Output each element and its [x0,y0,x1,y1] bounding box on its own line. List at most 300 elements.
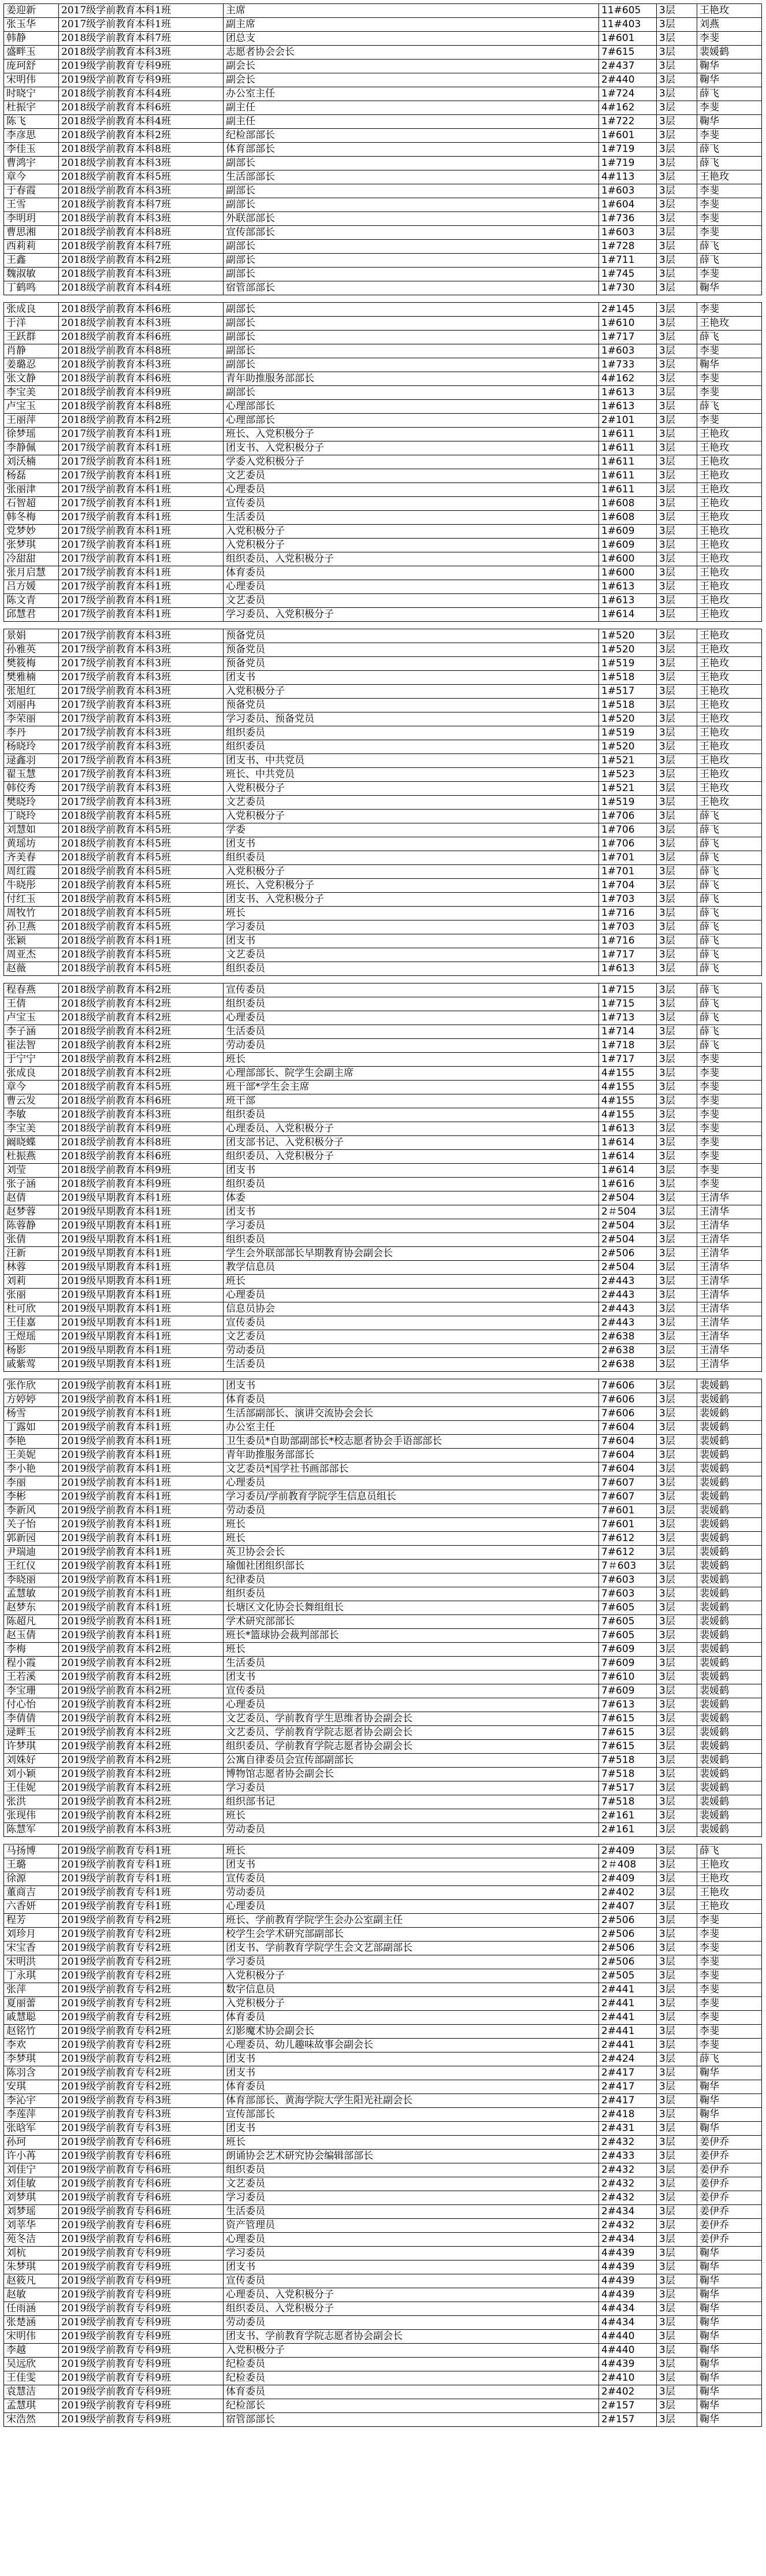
dorm-room-cell: 1#608 [599,511,657,525]
position-cell: 劳动委员 [224,1504,599,1518]
section-gap-row [4,622,762,629]
position-cell: 体育委员 [224,566,599,580]
class-cell: 2019级学前教育专科9班 [59,60,224,73]
dorm-room-cell: 4#439 [599,2288,657,2302]
class-cell: 2019级学前教育专科1班 [59,1886,224,1900]
student-name-cell: 张旭红 [4,685,59,699]
table-row [4,2233,762,2247]
student-name-cell: 李梦琪 [4,2052,59,2066]
dorm-room-cell: 2#424 [599,2052,657,2066]
class-cell: 2019级早期教育本科1班 [59,1233,224,1247]
dorm-room-cell: 1#614 [599,1150,657,1164]
position-cell: 组织委员 [224,851,599,865]
counselor-cell: 李斐 [697,2011,762,2025]
counselor-cell: 薛飞 [697,907,762,920]
position-cell: 文艺委员、学前教育学院志愿者协会副会长 [224,1726,599,1740]
student-name-cell: 李敏 [4,1108,59,1122]
position-cell: 宣传部部长 [224,226,599,240]
position-cell: 班长 [224,1844,599,1858]
dorm-room-cell: 2#441 [599,1983,657,1997]
dorm-room-cell: 1#608 [599,497,657,511]
dorm-room-cell: 1#713 [599,1011,657,1025]
dorm-room-cell: 1#717 [599,331,657,344]
position-cell: 劳动委员 [224,1886,599,1900]
floor-cell: 3层 [657,1379,697,1393]
class-cell: 2019级学前教育本科2班 [59,1657,224,1671]
position-cell: 预备党员 [224,643,599,657]
dorm-room-cell: 2＃408 [599,1858,657,1872]
dorm-room-cell: 7#612 [599,1532,657,1546]
class-cell: 2017级学前教育本科1班 [59,428,224,441]
table-row [4,1698,762,1712]
counselor-cell: 鞠华 [697,2122,762,2136]
student-name-cell: 张洪 [4,1795,59,1809]
table-row [4,580,762,594]
floor-cell: 3层 [657,1823,697,1837]
counselor-cell: 鞠华 [697,2344,762,2358]
table-row [4,2163,762,2177]
student-name-cell: 吴远欣 [4,2358,59,2371]
position-cell: 心理部部长 [224,400,599,414]
student-name-cell: 翟玉慧 [4,768,59,782]
floor-cell: 3层 [657,2136,697,2150]
class-cell: 2019级学前教育专科9班 [59,2358,224,2371]
dorm-room-cell: 2#506 [599,1247,657,1261]
table-row [4,934,762,948]
class-cell: 2018级学前教育本科3班 [59,268,224,281]
floor-cell: 3层 [657,629,697,643]
class-cell: 2019级早期教育本科1班 [59,1344,224,1358]
student-name-cell: 徐源 [4,1872,59,1886]
position-cell: 班长*篮球协会裁判部部长 [224,1629,599,1643]
class-cell: 2019级学前教育本科1班 [59,1615,224,1629]
table-row [4,1615,762,1629]
floor-cell: 3层 [657,1601,697,1615]
counselor-cell: 鞠华 [697,2108,762,2122]
floor-cell: 3层 [657,796,697,810]
floor-cell: 3层 [657,2344,697,2358]
position-cell: 宿管部部长 [224,281,599,295]
student-name-cell: 赵筱凡 [4,2274,59,2288]
counselor-cell: 鞠华 [697,2371,762,2385]
floor-cell: 3层 [657,254,697,268]
position-cell: 副主任 [224,101,599,115]
position-cell: 纪检委员 [224,2371,599,2385]
position-cell: 团支书 [224,1379,599,1393]
table-row [4,281,762,295]
counselor-cell: 王艳玫 [697,657,762,671]
floor-cell: 3层 [657,1573,697,1587]
class-cell: 2019级学前教育本科2班 [59,1726,224,1740]
student-name-cell: 王红仪 [4,1560,59,1573]
class-cell: 2019级学前教育本科1班 [59,1504,224,1518]
counselor-cell: 鞠华 [697,2066,762,2080]
floor-cell: 3层 [657,1768,697,1781]
dorm-room-cell: 2#432 [599,2219,657,2233]
student-name-cell: 阚晓蝶 [4,1136,59,1150]
class-cell: 2019级学前教育专科2班 [59,2011,224,2025]
position-cell: 入党积极分子 [224,685,599,699]
student-name-cell: 章今 [4,170,59,184]
table-row [4,920,762,934]
student-name-cell: 赵敏 [4,2288,59,2302]
student-name-cell: 刘小颖 [4,1768,59,1781]
position-cell: 团支书 [224,2122,599,2136]
class-cell: 2019级学前教育专科9班 [59,2261,224,2274]
student-name-cell: 孟慧敏 [4,1587,59,1601]
dorm-room-cell: 2#505 [599,1969,657,1983]
position-cell: 文艺委员 [224,594,599,608]
class-cell: 2018级学前教育本科1班 [59,934,224,948]
student-name-cell: 樊晓玲 [4,796,59,810]
class-cell: 2018级学前教育本科5班 [59,879,224,893]
table-row [4,1684,762,1698]
counselor-cell: 裴媛鹤 [697,1421,762,1435]
class-cell: 2019级学前教育专科9班 [59,2399,224,2413]
dorm-room-cell: 1#611 [599,428,657,441]
class-cell: 2017级学前教育本科1班 [59,580,224,594]
student-name-cell: 马扬博 [4,1844,59,1858]
class-cell: 2019级学前教育本科2班 [59,1754,224,1768]
dorm-room-cell: 2#638 [599,1330,657,1344]
dorm-room-cell: 1#520 [599,629,657,643]
class-cell: 2019级学前教育专科1班 [59,1900,224,1914]
class-cell: 2018级学前教育本科7班 [59,32,224,46]
floor-cell: 3层 [657,1684,697,1698]
class-cell: 2017级学前教育本科3班 [59,768,224,782]
floor-cell: 3层 [657,2261,697,2274]
counselor-cell: 薛飞 [697,157,762,170]
class-cell: 2019级学前教育专科2班 [59,1997,224,2011]
table-row [4,1011,762,1025]
class-cell: 2017级学前教育本科1班 [59,552,224,566]
class-cell: 2018级学前教育本科2班 [59,997,224,1011]
floor-cell: 3层 [657,948,697,962]
class-cell: 2019级学前教育本科2班 [59,1809,224,1823]
student-name-cell: 刘慧如 [4,823,59,837]
class-cell: 2019级学前教育专科9班 [59,2316,224,2330]
table-row [4,226,762,240]
table-row [4,1768,762,1781]
position-cell: 副部长 [224,303,599,317]
student-name-cell: 盛畔玉 [4,46,59,60]
dorm-room-cell: 1#518 [599,671,657,685]
floor-cell: 3层 [657,1289,697,1302]
table-row [4,810,762,823]
position-cell: 团支书、学前教育学院学生会文艺部副部长 [224,1942,599,1955]
floor-cell: 3层 [657,303,697,317]
student-name-cell: 袁慧洁 [4,2385,59,2399]
class-cell: 2019级学前教育本科1班 [59,1573,224,1587]
class-cell: 2017级学前教育本科3班 [59,712,224,726]
floor-cell: 3层 [657,2163,697,2177]
position-cell: 团支书、中共党员 [224,754,599,768]
floor-cell: 3层 [657,2385,697,2399]
roster-sheet [3,3,761,2427]
class-cell: 2019级学前教育本科1班 [59,1546,224,1560]
class-cell: 2019级学前教育专科6班 [59,2150,224,2163]
floor-cell: 3层 [657,851,697,865]
floor-cell: 3层 [657,1942,697,1955]
counselor-cell: 薛飞 [697,962,762,976]
dorm-room-cell: 1#600 [599,566,657,580]
class-cell: 2019级学前教育专科2班 [59,2039,224,2052]
position-cell: 班长、入党积极分子 [224,428,599,441]
table-row [4,1302,762,1316]
floor-cell: 3层 [657,2371,697,2385]
position-cell: 团支书、入党积极分子 [224,441,599,455]
position-cell: 入党积极分子 [224,782,599,796]
position-cell: 生活委员 [224,2205,599,2219]
position-cell: 宣传委员 [224,2274,599,2288]
floor-cell: 3层 [657,754,697,768]
student-name-cell: 陈超凡 [4,1615,59,1629]
counselor-cell: 李斐 [697,1928,762,1942]
student-name-cell: 樊雅楠 [4,671,59,685]
dorm-room-cell: 2#410 [599,2371,657,2385]
student-name-cell: 宋明伟 [4,2330,59,2344]
floor-cell: 3层 [657,2302,697,2316]
floor-cell: 3层 [657,837,697,851]
dorm-room-cell: 1#517 [599,685,657,699]
floor-cell: 3层 [657,1393,697,1407]
floor-cell: 3层 [657,1164,697,1178]
position-cell: 组织委员 [224,1178,599,1192]
class-cell: 2019级早期教育本科1班 [59,1219,224,1233]
student-name-cell: 王煜瑶 [4,1330,59,1344]
student-name-cell: 尹瑞迪 [4,1546,59,1560]
counselor-cell: 裴媛鹤 [697,1560,762,1573]
position-cell: 副部长 [224,386,599,400]
table-row [4,4,762,18]
counselor-cell: 裴媛鹤 [697,1726,762,1740]
class-cell: 2018级学前教育本科9班 [59,1164,224,1178]
dorm-room-cell: 1#714 [599,1025,657,1039]
class-cell: 2019级学前教育专科2班 [59,1942,224,1955]
floor-cell: 3层 [657,331,697,344]
table-row [4,1872,762,1886]
student-name-cell: 黄瑶坊 [4,837,59,851]
position-cell: 班长 [224,1275,599,1289]
table-row [4,1504,762,1518]
table-row [4,73,762,87]
dorm-room-cell: 1#613 [599,1122,657,1136]
dorm-room-cell: 1#609 [599,525,657,539]
position-cell: 主席 [224,4,599,18]
dorm-room-cell: 7#606 [599,1407,657,1421]
table-row [4,1421,762,1435]
dorm-room-cell: 1#521 [599,754,657,768]
floor-cell: 3层 [657,2122,697,2136]
class-cell: 2019级早期教育本科1班 [59,1192,224,1205]
table-row [4,1858,762,1872]
student-name-cell: 宋明洪 [4,1955,59,1969]
class-cell: 2019级学前教育专科9班 [59,2274,224,2288]
dorm-room-cell: 7#518 [599,1795,657,1809]
dorm-room-cell: 1#613 [599,594,657,608]
class-cell: 2018级学前教育本科9班 [59,1122,224,1136]
table-row [4,1233,762,1247]
dorm-room-cell: 2#443 [599,1275,657,1289]
table-row [4,1809,762,1823]
counselor-cell: 薛飞 [697,893,762,907]
class-cell: 2019级学前教育本科1班 [59,1435,224,1449]
counselor-cell: 王艳玫 [697,317,762,331]
table-row [4,907,762,920]
floor-cell: 3层 [657,1504,697,1518]
counselor-cell: 王清华 [697,1247,762,1261]
position-cell: 入党积极分子 [224,539,599,552]
dorm-room-cell: 1#717 [599,948,657,962]
class-cell: 2019级学前教育本科1班 [59,1532,224,1546]
class-cell: 2019级学前教育本科1班 [59,1379,224,1393]
dorm-room-cell: 1#730 [599,281,657,295]
table-row [4,1518,762,1532]
counselor-cell: 李斐 [697,2025,762,2039]
position-cell: 体委 [224,1192,599,1205]
position-cell: 组织委员 [224,962,599,976]
dorm-room-cell: 2#432 [599,2163,657,2177]
class-cell: 2018级学前教育本科2班 [59,1011,224,1025]
table-row [4,948,762,962]
counselor-cell: 薛飞 [697,87,762,101]
counselor-cell: 王艳玫 [697,740,762,754]
counselor-cell: 鞠华 [697,73,762,87]
dorm-room-cell: 1#519 [599,726,657,740]
dorm-room-cell: 2#431 [599,2122,657,2136]
dorm-room-cell: 2#101 [599,414,657,428]
class-cell: 2017级学前教育本科1班 [59,455,224,469]
class-cell: 2017级学前教育本科3班 [59,685,224,699]
position-cell: 纪律委员 [224,1573,599,1587]
student-name-cell: 夏丽蕾 [4,1997,59,2011]
counselor-cell: 王艳玫 [697,566,762,580]
student-name-cell: 付心怡 [4,1698,59,1712]
class-cell: 2019级学前教育本科2班 [59,1684,224,1698]
student-name-cell: 曹云发 [4,1094,59,1108]
counselor-cell: 王艳玫 [697,552,762,566]
table-row [4,2191,762,2205]
floor-cell: 3层 [657,657,697,671]
table-row [4,1476,762,1490]
table-row [4,1067,762,1081]
counselor-cell: 李斐 [697,372,762,386]
counselor-cell: 鞠华 [697,2247,762,2261]
class-cell: 2019级学前教育专科1班 [59,1858,224,1872]
position-cell: 办公室主任 [224,87,599,101]
dorm-room-cell: 2#409 [599,1844,657,1858]
dorm-room-cell: 2#638 [599,1344,657,1358]
counselor-cell: 刘燕 [697,18,762,32]
position-cell: 学习委员、预备党员 [224,712,599,726]
counselor-cell: 裴媛鹤 [697,1532,762,1546]
position-cell: 组织委员 [224,740,599,754]
table-row [4,1393,762,1407]
table-row [4,1914,762,1928]
dorm-room-cell: 2#433 [599,2150,657,2163]
student-name-cell: 方婷婷 [4,1393,59,1407]
dorm-room-cell: 7#601 [599,1504,657,1518]
dorm-room-cell: 7#604 [599,1463,657,1476]
dorm-room-cell: 1#520 [599,740,657,754]
dorm-room-cell: 4#434 [599,2302,657,2316]
counselor-cell: 裴媛鹤 [697,1643,762,1657]
class-cell: 2019级学前教育本科2班 [59,1643,224,1657]
floor-cell: 3层 [657,865,697,879]
floor-cell: 3层 [657,1136,697,1150]
student-name-cell: 姜迎新 [4,4,59,18]
class-cell: 2019级学前教育专科9班 [59,2288,224,2302]
position-cell: 生活部部长 [224,170,599,184]
student-name-cell: 刘杭 [4,2247,59,2261]
counselor-cell: 姜伊乔 [697,2150,762,2163]
position-cell: 团支书 [224,837,599,851]
class-cell: 2018级学前教育本科5班 [59,810,224,823]
class-cell: 2018级学前教育本科6班 [59,1150,224,1164]
student-name-cell: 张现伟 [4,1809,59,1823]
class-cell: 2019级学前教育专科9班 [59,2413,224,2427]
position-cell: 卫生委员*自助部副部长*校志愿者协会手语部部长 [224,1435,599,1449]
floor-cell: 3层 [657,2330,697,2344]
position-cell: 幻影魔术协会副会长 [224,2025,599,2039]
table-row [4,129,762,143]
position-cell: 心理部部长、院学生会副主席 [224,1067,599,1081]
student-name-cell: 苑冬洁 [4,2233,59,2247]
floor-cell: 3层 [657,1275,697,1289]
table-row [4,525,762,539]
table-row [4,2288,762,2302]
class-cell: 2018级学前教育本科3班 [59,317,224,331]
class-cell: 2018级学前教育本科7班 [59,198,224,212]
student-name-cell: 李小艳 [4,1463,59,1476]
student-name-cell: 孙珂 [4,2136,59,2150]
student-name-cell: 李艳 [4,1435,59,1449]
counselor-cell: 裴媛鹤 [697,1684,762,1698]
position-cell: 纪检部部长 [224,129,599,143]
class-cell: 2017级学前教育本科1班 [59,4,224,18]
floor-cell: 3层 [657,143,697,157]
student-name-cell: 程春燕 [4,983,59,997]
table-row [4,740,762,754]
table-row [4,60,762,73]
dorm-room-cell: 4#440 [599,2344,657,2358]
dorm-room-cell: 1#711 [599,254,657,268]
position-cell: 组织委员、入党积极分子 [224,2302,599,2316]
student-name-cell: 冷甜甜 [4,552,59,566]
position-cell: 预备党员 [224,657,599,671]
table-row [4,643,762,657]
position-cell: 班长、学前教育学院学生会办公室副主任 [224,1914,599,1928]
dorm-room-cell: 1#611 [599,483,657,497]
student-name-cell: 周牧竹 [4,907,59,920]
dorm-room-cell: 1#613 [599,962,657,976]
table-row [4,1955,762,1969]
floor-cell: 3层 [657,1476,697,1490]
floor-cell: 3层 [657,1698,697,1712]
student-name-cell: 王倩 [4,997,59,1011]
counselor-cell: 裴媛鹤 [697,1476,762,1490]
position-cell: 数字信息员 [224,1983,599,1997]
counselor-cell: 鞠华 [697,2302,762,2316]
counselor-cell: 鞠华 [697,2288,762,2302]
student-name-cell: 王佳妮 [4,1781,59,1795]
student-name-cell: 董商吉 [4,1886,59,1900]
counselor-cell: 王清华 [697,1358,762,1372]
floor-cell: 3层 [657,1844,697,1858]
table-row [4,997,762,1011]
table-row [4,212,762,226]
table-row [4,198,762,212]
